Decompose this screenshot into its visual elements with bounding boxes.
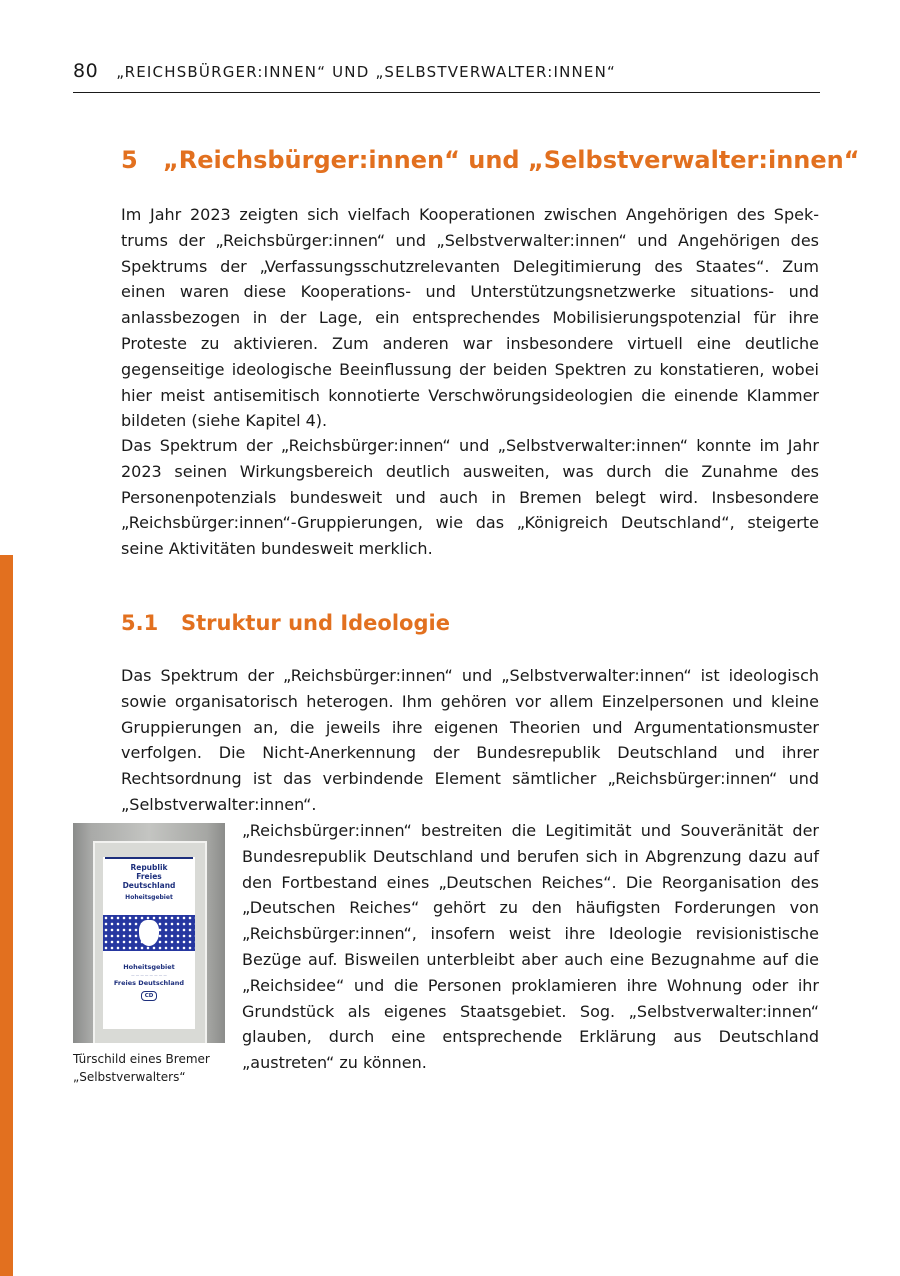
door-sign-photo <box>73 823 225 1043</box>
door-sign <box>103 857 195 1029</box>
sign-fine-print: — — — — — — — — <box>131 973 167 977</box>
figure-caption: Türschild eines Bremer „Selbstverwalters“ <box>73 1052 210 1084</box>
sign-cd-badge: CD <box>141 991 157 1001</box>
sign-line-1: Republik <box>130 863 168 872</box>
sign-footer-title: Hoheitsgebiet <box>123 963 175 971</box>
running-header <box>73 58 820 93</box>
section-paragraph-2: „Reichsbürger:innen“ bestreiten die Legitimität und Souveränität der Bundesrepublik Deutschland und berufen sich in Abgrenzung dazu auf den Fortbestand eines „Deutschen Reiches“. Die Reorganisation des „Deutschen Reiches“ gehört zu den häufigsten Forderungen von „Reichsbürger:innen“, insofern weist ihre Ideologie revisionistische Bezüge auf. Bisweilen unterbleibt aber auch eine Bezugnahme auf die „Reichsidee“ und die Personen proklamieren ihre Wohnung oder ihr Grundstück als eigenes Staatsgebiet. Sog. „Selbstverwalter:innen“ glauben, durch eine entsprechende Erklärung aus Deutschland „austreten“ zu können. <box>242 821 819 1073</box>
chapter-heading <box>121 143 860 177</box>
section-title: Struktur und Ideologie <box>181 611 450 635</box>
paragraph-2: Das Spektrum der „Reichsbürger:innen“ und „Selbstverwalter:innen“ konnte im Jahr 2023 seinen Wirkungsbereich deutlich ausweiten, was durch die Zunahme des Personenpotenzials bundesweit und auch in Bremen belegt wird. Insbesondere „Reichsbürger:innen“-Gruppierungen, wie das „Königreich Deutschland“, steigerte seine Aktivitäten bundesweit merklich. <box>121 436 819 559</box>
orange-margin-bar <box>0 555 13 1276</box>
sign-line-3: Deutschland <box>122 881 176 890</box>
chapter-number: 5 <box>121 146 138 174</box>
chapter-title: „Reichsbürger:innen“ und „Selbstverwalter:innen“ <box>163 146 860 174</box>
page-number: 80 <box>73 60 99 82</box>
section-heading <box>121 607 450 639</box>
sign-footer-name: Freies Deutschland <box>113 979 185 987</box>
section-number: 5.1 <box>121 611 159 635</box>
eagle-emblem-icon <box>139 920 159 946</box>
sign-subtitle: Hoheitsgebiet <box>125 894 173 901</box>
paragraph-1: Im Jahr 2023 zeigten sich vielfach Kooperationen zwischen Angehörigen des Spektrums der „Reichsbürger:innen“ und „Selbstverwalter:innen“ und Angehörigen des Spektrums der „Verfassungsschutzrelevanten Delegitimierung des Staates“. Zum einen waren diese Kooperations- und Unterstützungsnetzwerke situations- und anlassbezogen in der Lage, ein entsprechendes Mobilisierungspotenzial für ihre Proteste zu aktivieren. Zum anderen war insbesondere virtuell eine deutliche gegenseitige ideologische Beeinflussung der beiden Spektren zu konstatieren, wobei hier meist antisemitisch konnotierte Verschwörungsideologien die einende Klammer bildeten (siehe Kapitel 4). <box>121 205 819 431</box>
sign-footer <box>103 963 195 1001</box>
running-title: „REICHSBÜRGER:INNEN“ UND „SELBSTVERWALTER:INNEN“ <box>116 63 616 81</box>
sign-frame <box>93 841 207 1043</box>
sign-header <box>105 857 193 909</box>
sign-line-2: Freies <box>136 872 162 881</box>
section-paragraph-1: Das Spektrum der „Reichsbürger:innen“ und „Selbstverwalter:innen“ ist ideologisch sowie organisatorisch heterogen. Ihm gehören vor allem Einzelpersonen und kleine Gruppierungen an, die jeweils ihre eigenen Theorien und Argumentationsmuster verfolgen. Die Nicht-Anerkennung der Bundesrepublik Deutschland und ihrer Rechtsordnung ist das verbindende Element sämtlicher „Reichsbürger:innen“ und „Selbstverwalter:innen“. <box>121 666 819 814</box>
